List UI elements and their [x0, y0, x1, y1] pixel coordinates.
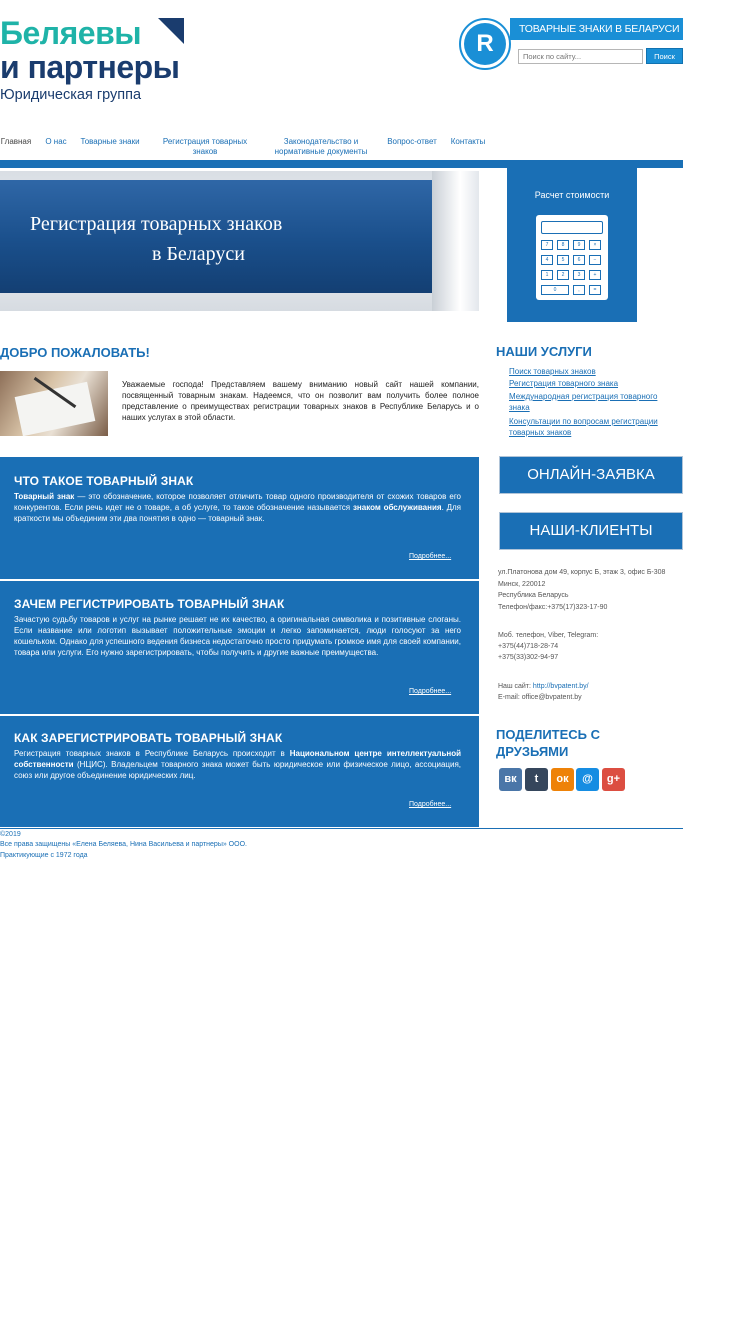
nav-item-about[interactable]: О нас	[45, 137, 67, 146]
calculator-key: 2	[557, 270, 569, 280]
address-city: Минск, 220012	[498, 581, 546, 588]
calculator-key: =	[589, 285, 601, 295]
text-part: Регистрация товарных знаков в Республике Беларусь происходит в	[14, 749, 290, 758]
term-service-mark: знаком обслуживания	[352, 503, 442, 512]
our-clients-button[interactable]: НАШИ-КЛИЕНТЫ	[499, 512, 683, 550]
nav-item-faq[interactable]: Вопрос-ответ	[387, 137, 437, 146]
calculator-screen	[541, 221, 603, 234]
registered-symbol: R	[464, 23, 506, 65]
text-part: — это обозначение, которое позволяет отличить товар одного производителя от схожих товаров его конкурентов. Если речь идет не о товаре, а об услуге, то такое обозначение называется	[14, 492, 462, 512]
calculator-key: 1	[541, 270, 553, 280]
logo-line-3: Юридическая группа	[0, 87, 142, 103]
nav-item-trademarks[interactable]: Товарные знаки	[80, 137, 140, 146]
text-part: (НЦИС). Владельцем товарного знака может быть юридическое или физическое лицо, ассоциация, союз или другое объединение юридических лиц.	[14, 760, 461, 780]
calculator-caption: Расчет стоимости	[534, 190, 610, 200]
service-link-consultation[interactable]: Консультации по вопросам регистрации товарных знаков	[509, 417, 658, 437]
calculator-key: 8	[557, 240, 569, 250]
tumblr-icon[interactable]: t	[525, 768, 548, 791]
share-title: ПОДЕЛИТЕСЬ С ДРУЗЬЯМИ	[496, 727, 601, 759]
hero-banner	[0, 171, 479, 311]
logo-triangle-icon	[158, 18, 184, 44]
service-link-registration[interactable]: Регистрация товарного знака	[509, 379, 619, 388]
nav-item-legislation[interactable]: Законодательство и нормативные документы	[274, 137, 368, 156]
calculator-key: ,	[573, 285, 585, 295]
trademark-badge-icon	[459, 18, 511, 70]
mailru-icon[interactable]: @	[576, 768, 599, 791]
service-link-search[interactable]: Поиск товарных знаков	[509, 367, 596, 376]
welcome-title: ДОБРО ПОЖАЛОВАТЬ!	[0, 345, 150, 360]
mobile-phone-2: +375(33)302-94-97	[498, 654, 559, 661]
calculator-icon	[536, 215, 608, 300]
nav-divider-bar	[0, 160, 683, 168]
search-button[interactable]: Поиск	[646, 48, 683, 64]
logo-line-2: и партнеры	[0, 49, 180, 85]
block-title: ЧТО ТАКОЕ ТОВАРНЫЙ ЗНАК	[14, 474, 194, 488]
banner-ribbon	[0, 180, 470, 293]
text-part: . Для краткости мы объединим эти два понятия в одно — товарный знак.	[14, 503, 461, 523]
footer-since: Практикующие с 1972 года	[0, 852, 88, 859]
banner-page-curl	[432, 171, 479, 311]
banner-title-line-2: в Беларуси	[152, 243, 245, 265]
nav-item-contacts[interactable]: Контакты	[450, 137, 486, 146]
banner-title-line-1: Регистрация товарных знаков	[30, 213, 283, 235]
calculator-key: 4	[541, 255, 553, 265]
block-title: ЗАЧЕМ РЕГИСТРИРОВАТЬ ТОВАРНЫЙ ЗНАК	[14, 597, 285, 611]
footer-divider	[0, 828, 683, 829]
cost-calculator-link[interactable]	[507, 168, 637, 322]
block-text	[14, 491, 461, 524]
term-trademark: Товарный знак	[14, 492, 75, 501]
calculator-key: −	[589, 255, 601, 265]
calculator-key: +	[589, 270, 601, 280]
mobile-label: Моб. телефон, Viber, Telegram:	[498, 632, 599, 639]
vk-icon[interactable]: вк	[499, 768, 522, 791]
block-title: КАК ЗАРЕГИСТРИРОВАТЬ ТОВАРНЫЙ ЗНАК	[14, 731, 283, 745]
term-ncis: Национальном центре интеллектуальной собственности	[14, 749, 461, 769]
website-line	[498, 681, 589, 692]
main-nav	[0, 135, 683, 159]
info-block-what-is	[0, 457, 479, 579]
search-input[interactable]	[518, 49, 643, 64]
mobile-phone-1: +375(44)718-28-74	[498, 643, 559, 650]
services-title: НАШИ УСЛУГИ	[496, 344, 592, 359]
nav-item-registration[interactable]: Регистрация товарных знаков	[162, 137, 248, 156]
welcome-photo	[0, 371, 108, 436]
welcome-text: Уважаемые господа! Представляем вашему вниманию новый сайт нашей компании, посвященный товарным знакам. Надеемся, что он позволит вам получить более полное представление о преимуществах регистрации товарных знаков в Республике Беларусь и о наших услугах в этой области.	[122, 380, 479, 422]
service-link-international[interactable]: Международная регистрация товарного знака	[509, 392, 658, 412]
block-text	[14, 748, 461, 781]
calculator-key: 5	[557, 255, 569, 265]
website-link[interactable]: http://bvpatent.by/	[532, 683, 589, 690]
calculator-key: ×	[589, 240, 601, 250]
calculator-key: 3	[573, 270, 585, 280]
more-link[interactable]: Подробнее...	[409, 688, 452, 695]
nav-item-home[interactable]: Главная	[0, 137, 32, 146]
online-order-button[interactable]: ОНЛАЙН-ЗАЯВКА	[499, 456, 683, 494]
odnoklassniki-icon[interactable]: ок	[551, 768, 574, 791]
footer-rights: Все права защищены «Елена Беляева, Нина Васильева и партнеры» ООО.	[0, 841, 247, 848]
block-text: Зачастую судьбу товаров и услуг на рынке решает не их качество, а оригинальная символика и позитивные слоганы. Если название или логотип вызывает положительные эмоции и легко запоминается, люди голосуют за него кошельком. Однако для успешного ведения бизнеса недостаточно просто придумать громкое имя для своей компании, товара или услуги. Его нужно зарегистрировать, чтобы получить и другие важные преимущества.	[14, 615, 461, 657]
more-link[interactable]: Подробнее...	[409, 801, 452, 808]
footer-copyright: ©2019	[0, 831, 21, 838]
calculator-key: 6	[573, 255, 585, 265]
calculator-key: 7	[541, 240, 553, 250]
phone-fax: Телефон/факс:+375(17)323-17-90	[498, 604, 608, 611]
info-block-how-register	[0, 716, 479, 827]
logo-line-1: Беляевы	[0, 15, 142, 51]
googleplus-icon[interactable]: g+	[602, 768, 625, 791]
header-tagline: ТОВАРНЫЕ ЗНАКИ В БЕЛАРУСИ	[510, 18, 683, 40]
info-block-why-register	[0, 581, 479, 714]
address-line: ул.Платонова дом 49, корпус Б, этаж 3, офис Б-308	[498, 569, 666, 576]
address-country: Республика Беларусь	[498, 592, 569, 599]
site-logo[interactable]	[0, 17, 186, 105]
more-link[interactable]: Подробнее...	[409, 553, 452, 560]
calculator-key: 9	[573, 240, 585, 250]
calculator-key: 0	[541, 285, 569, 295]
email-line: E-mail: office@bvpatent.by	[498, 694, 582, 701]
website-label: Наш сайт:	[498, 683, 533, 690]
